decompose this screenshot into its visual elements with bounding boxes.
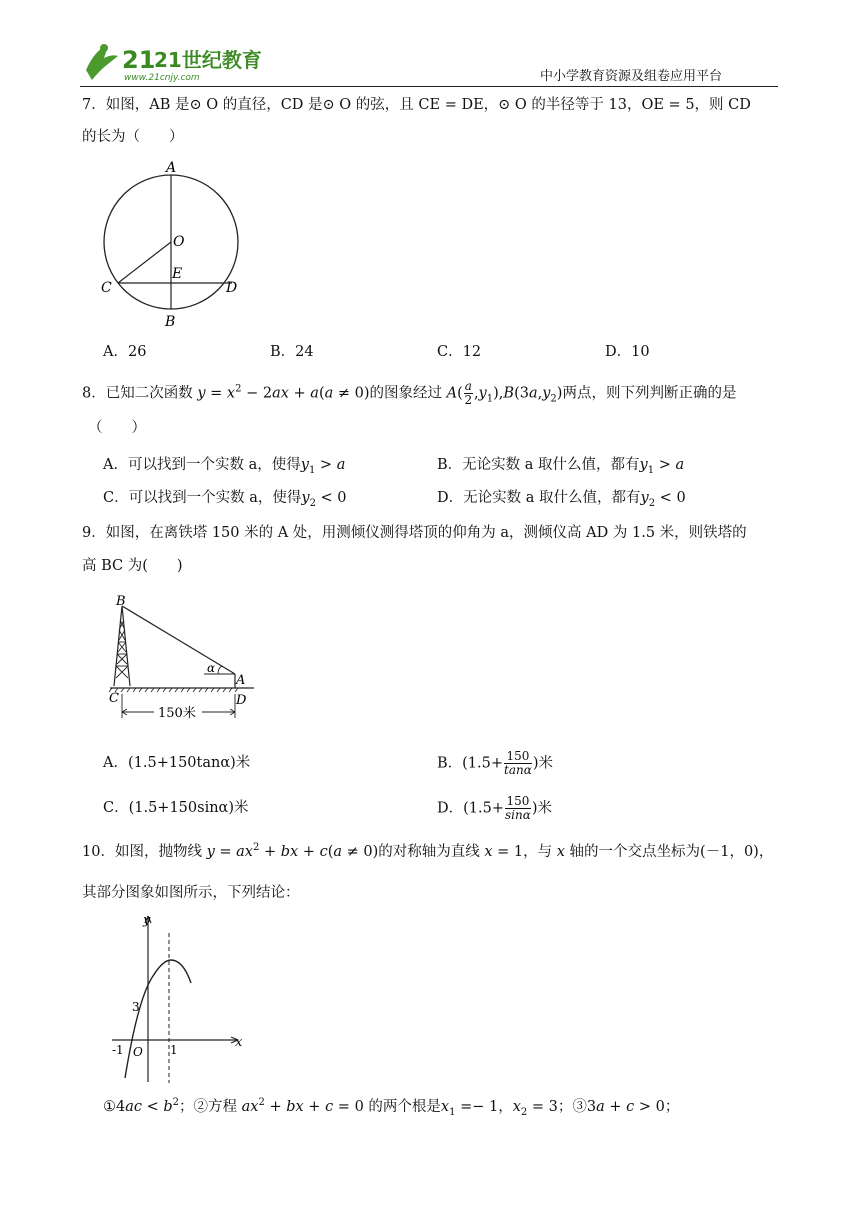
q8-option-c[interactable]: C．可以找到一个实数 a，使得$y_2 < 0$ <box>103 490 347 509</box>
q8-stem-line1: 8．已知二次函数 $y = x^2 - 2ax + a(a \ne 0)$的图象经过 A( $\frac{a}{2}$ $,y_1),B(3a,y_2)$两点，则下列判断正确的是 <box>82 379 737 407</box>
q7-option-a[interactable]: A．26 <box>103 344 147 360</box>
q7-option-d[interactable]: D．10 <box>605 344 650 360</box>
q9-tower-figure <box>108 592 258 722</box>
q10-parabola-figure <box>108 908 253 1086</box>
q10-label-3: 3 <box>132 1000 140 1014</box>
q7-option-c[interactable]: C．12 <box>437 344 482 360</box>
q9-option-a[interactable]: A．(1.5+150tanα)米 <box>103 755 251 771</box>
q9-label-D: D <box>236 693 247 708</box>
header-divider <box>80 86 778 87</box>
q8-stem-line2: （ ） <box>88 420 146 436</box>
q7-stem-line2: 的长为（ ） <box>82 129 184 145</box>
svg-text:www.21cnjy.com: www.21cnjy.com <box>124 73 200 83</box>
q10-conclusions: ①4ac < $b^2$；②方程 $ax^2$ + bx + c = 0 的两个根是$x_1 =- 1$，$x_2 = 3$；③3a + c > 0； <box>103 1097 680 1118</box>
q7-label-E: E <box>172 266 183 282</box>
q8-option-d[interactable]: D．无论实数 a 取什么值，都有$y_2 < 0$ <box>437 490 686 509</box>
platform-name: 中小学教育资源及组卷应用平台 <box>540 69 723 84</box>
q9-label-alpha: α <box>207 661 216 675</box>
q7-label-O: O <box>173 234 185 250</box>
q7-label-C: C <box>101 280 112 296</box>
q10-label-x: x <box>235 1035 243 1050</box>
q9-label-A: A <box>236 673 246 688</box>
q7-option-b[interactable]: B．24 <box>270 344 314 360</box>
q10-label-1: 1 <box>170 1043 178 1057</box>
svg-text:21世纪教育: 21世纪教育 <box>154 48 262 72</box>
q9-label-distance: 150米 <box>158 706 196 721</box>
svg-text:21: 21 <box>122 46 156 74</box>
q9-option-c[interactable]: C．(1.5+150sinα)米 <box>103 800 249 816</box>
q10-label-O: O <box>133 1045 143 1059</box>
q7-label-A: A <box>166 160 177 176</box>
q9-option-b[interactable]: B．(1.5+ $\frac{150}{\tan\alpha}$ )米 <box>437 749 554 777</box>
q10-stem-line1: 10．如图，抛物线 $y = ax^2$ + bx + c(a ≠ 0)的对称轴为直线 x = 1，与 x 轴的一个交点坐标为(－1，0)， <box>82 842 774 860</box>
q8-option-b[interactable]: B．无论实数 a 取什么值，都有$y_1 > a$ <box>437 457 685 476</box>
q10-stem-line2: 其部分图象如图所示，下列结论： <box>82 885 300 901</box>
q7-stem-line1: 7．如图，AB 是⊙ O 的直径，CD 是⊙ O 的弦，且 CE = DE，⊙ O 的半径等于 13，OE = 5，则 CD <box>82 97 751 113</box>
site-logo <box>78 40 262 84</box>
q7-label-D: D <box>226 280 238 296</box>
q9-label-C: C <box>109 691 119 706</box>
q10-label-neg1: -1 <box>112 1043 124 1057</box>
q10-label-y: y <box>143 913 151 928</box>
q8-option-a[interactable]: A．可以找到一个实数 a，使得$y_1 > a$ <box>103 457 346 476</box>
q9-stem-line1: 9．如图，在离铁塔 150 米的 A 处，用测倾仪测得塔顶的仰角为 a，测倾仪高 AD 为 1.5 米，则铁塔的 <box>82 525 747 541</box>
q9-label-B: B <box>116 594 126 609</box>
q7-circle-figure <box>95 158 255 333</box>
q7-label-B: B <box>165 314 176 330</box>
q9-stem-line2: 高 BC 为( ) <box>82 558 183 574</box>
q9-option-d[interactable]: D．(1.5+ $\frac{150}{\sin\alpha}$ )米 <box>437 794 552 822</box>
